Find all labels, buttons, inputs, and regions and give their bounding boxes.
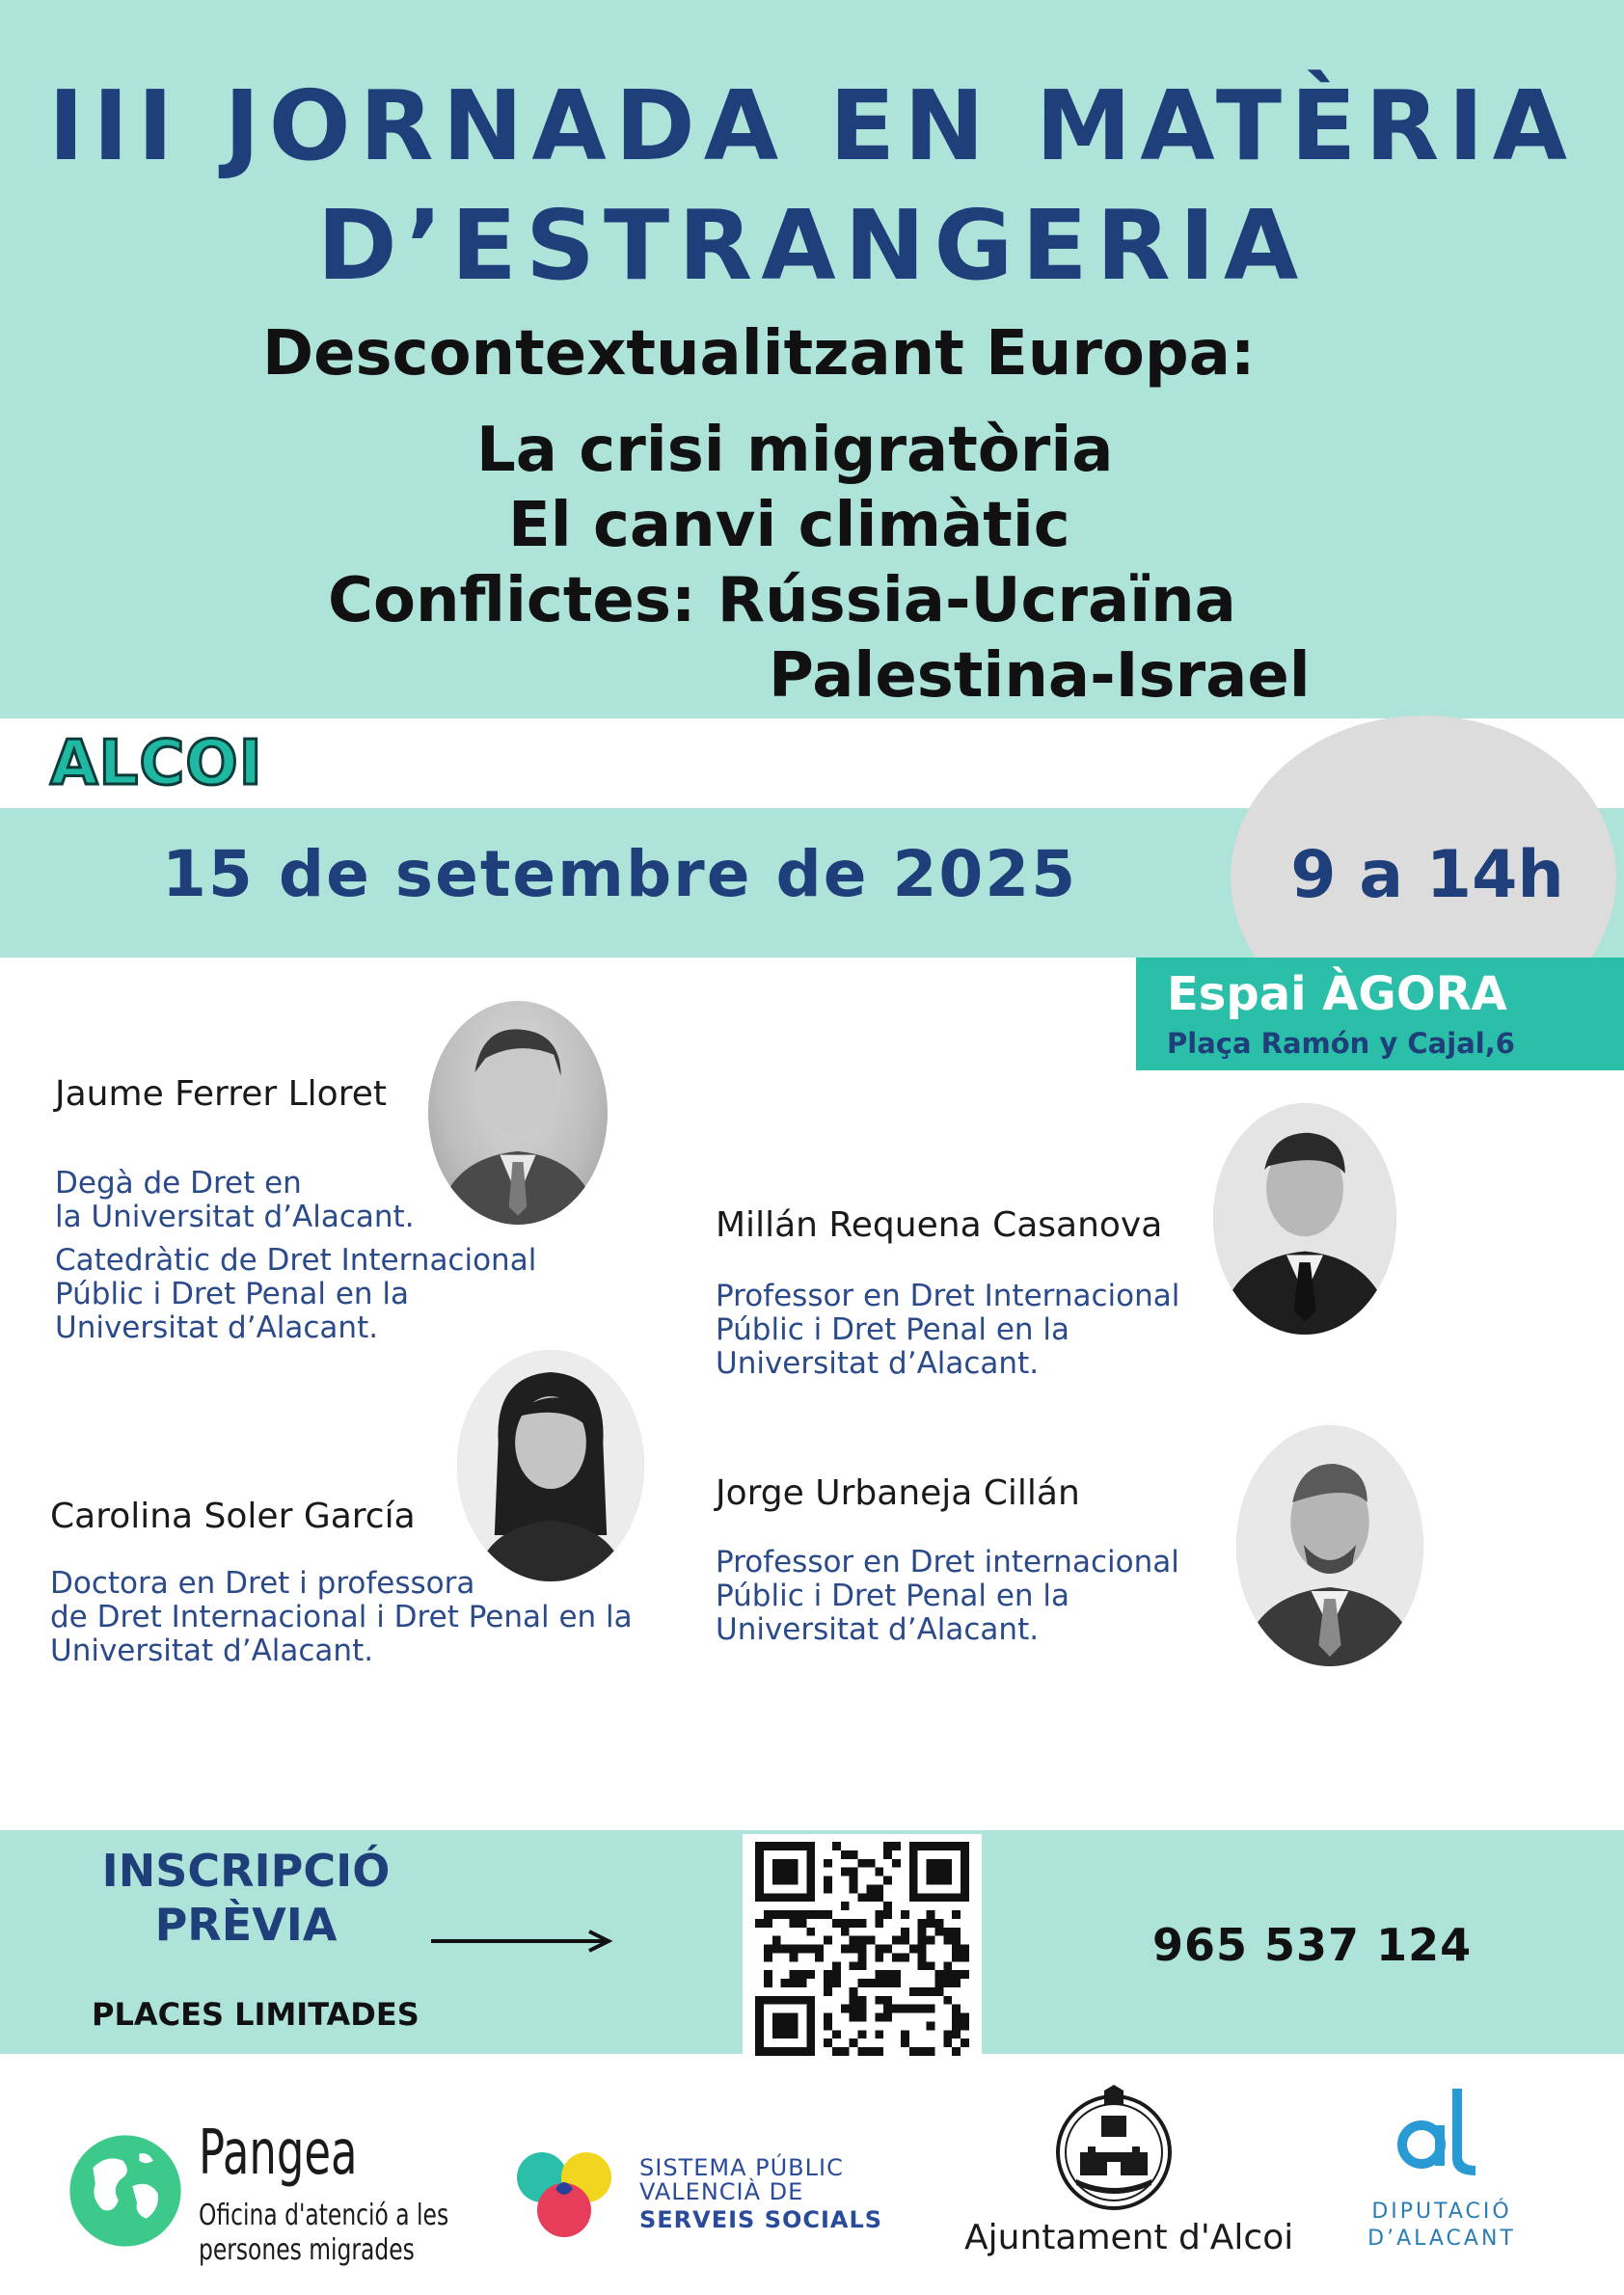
city-label: ALCOI xyxy=(50,728,263,799)
venue-name: Espai ÀGORA xyxy=(1167,967,1507,1021)
pangea-globe-icon xyxy=(68,2133,183,2249)
contact-phone[interactable]: 965 537 124 xyxy=(1152,1919,1473,1971)
pangea-name: Pangea xyxy=(199,2118,358,2189)
alcoi-seal-icon xyxy=(1051,2083,1177,2213)
places-limited-label: PLACES LIMITADES xyxy=(92,1996,420,2033)
speaker-desc-jorge: Professor en Dret internacional Públic i Dret Penal en la Universitat d’Alacant. xyxy=(716,1545,1179,1647)
speaker-desc-millan: Professor en Dret Internacional Públic i Dret Penal en la Universitat d’Alacant. xyxy=(716,1279,1180,1381)
qr-code-pattern xyxy=(755,1842,969,2056)
title-line-1: III JORNADA EN MATÈRIA xyxy=(47,69,1577,182)
speaker-name-jorge: Jorge Urbaneja Cillán xyxy=(716,1473,1080,1513)
speaker-photo-jorge xyxy=(1236,1425,1423,1666)
speaker-name-jaume: Jaume Ferrer Lloret xyxy=(55,1074,387,1114)
registration-qr-code[interactable] xyxy=(743,1834,982,2064)
speaker-photo-millan xyxy=(1213,1103,1396,1335)
topic-4: Palestina-Israel xyxy=(769,640,1311,712)
serveis-socials-icon xyxy=(511,2146,617,2243)
diputacio-logo-icon xyxy=(1396,2083,1483,2179)
speaker-photo-jaume xyxy=(428,1001,608,1225)
arrow-right-icon xyxy=(429,1927,612,1956)
speaker-desc-jaume-1: Degà de Dret en la Universitat d’Alacant. xyxy=(55,1166,415,1234)
pangea-subtitle: Oficina d'atenció a les persones migrades xyxy=(199,2199,449,2267)
topic-3: Conflictes: Rússia-Ucraïna xyxy=(328,565,1236,636)
venue-address: Plaça Ramón y Cajal,6 xyxy=(1167,1027,1515,1060)
title-line-2: D’ESTRANGERIA xyxy=(316,189,1308,302)
ajuntament-alcoi-text: Ajuntament d'Alcoi xyxy=(964,2218,1294,2257)
speaker-name-carolina: Carolina Soler García xyxy=(50,1497,416,1536)
topic-1: La crisi migratòria xyxy=(476,415,1114,486)
speaker-name-millan: Millán Requena Casanova xyxy=(716,1205,1163,1245)
serveis-socials-bold-text: SERVEIS SOCIALS xyxy=(639,2206,883,2233)
subtitle: Descontextualitzant Europa: xyxy=(262,318,1256,390)
speaker-desc-carolina: Doctora en Dret i professora de Dret Internacional i Dret Penal en la Universitat d’Alacant. xyxy=(50,1566,633,1668)
speaker-photo-carolina xyxy=(457,1350,644,1581)
topic-2: El canvi climàtic xyxy=(508,490,1070,561)
event-date: 15 de setembre de 2025 xyxy=(162,837,1078,911)
event-time: 9 a 14h xyxy=(1290,837,1564,913)
serveis-socials-text: SISTEMA PÚBLIC VALENCIÀ DE xyxy=(639,2154,844,2205)
registration-title: INSCRIPCIÓ PRÈVIA xyxy=(101,1845,391,1951)
diputacio-text: DIPUTACIÓ D’ALACANT xyxy=(1367,2200,1516,2251)
speaker-desc-jaume-2: Catedràtic de Dret Internacional Públic i Dret Penal en la Universitat d’Alacant. xyxy=(55,1243,537,1345)
